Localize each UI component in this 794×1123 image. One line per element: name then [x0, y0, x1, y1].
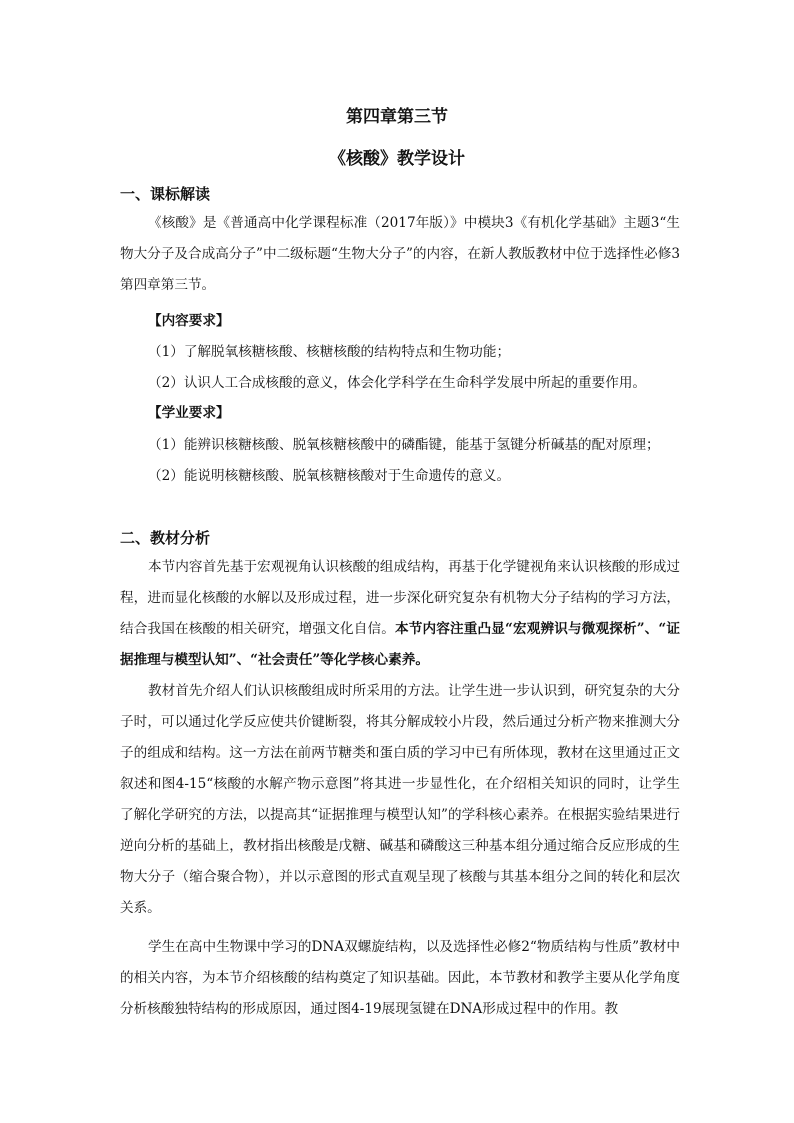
study-requirements-label: 【学业要求】: [148, 405, 230, 421]
study-requirement-item: （1）能辨识核糖核酸、脱氧核糖核酸中的磷酯键，能基于氢键分析碱基的配对原理；: [148, 437, 660, 453]
content-requirement-item: （2）认识人工合成核酸的意义，体会化学科学在生命科学发展中所起的重要作用。: [148, 375, 647, 391]
paragraph-text: 本节内容首先基于宏观视角认识核酸的组成结构，再基于化学键视角来认识核酸的形成过程，进而显化核酸的水解以及形成过程，进一步深化研究复杂有机物大分子结构的学习方法，结合我国在核酸的相关研究，增强文化自信。: [120, 559, 680, 637]
chapter-heading: 第四章第三节: [346, 107, 448, 127]
section1-intro-paragraph: 《核酸》是《普通高中化学课程标准（2017年版）》中模块3《有机化学基础》主题3“生物大分子及合成高分子”中二级标题“生物大分子”的内容，在新人教版教材中位于选择性必修3第四章第三节。: [120, 215, 680, 293]
section2-heading: 二、教材分析: [120, 529, 211, 547]
study-requirement-item: （2）能说明核糖核酸、脱氧核糖核酸对于生命遗传的意义。: [148, 468, 511, 484]
document-title: 《核酸》教学设计: [329, 149, 465, 169]
section2-paragraph-3: 学生在高中生物课中学习的DNA双螺旋结构，以及选择性必修2“物质结构与性质”教材中的相关内容，为本节介绍核酸的结构奠定了知识基础。因此，本节教材和教学主要从化学角度分析核酸独特结构的形成原因，通过图4-19展现氢键在DNA形成过程中的作用。教: [120, 939, 680, 1017]
section2-paragraph-2: 教材首先介绍人们认识核酸组成时所采用的方法。让学生进一步认识到，研究复杂的大分子时，可以通过化学反应使共价键断裂，将其分解成较小片段，然后通过分析产物来推测大分子的组成和结构。这一方法在前两节糖类和蛋白质的学习中已有所体现，教材在这里通过正文叙述和图4-15“核酸的水解产物示意图”将其进一步显性化，在介绍相关知识的同时，让学生了解化学研究的方法，以提高其“证据推理与模型认知”的学科核心素养。在根据实验结果进行逆向分析的基础上，教材指出核酸是戊糖、碱基和磷酸这三种基本组分通过缩合反应形成的生物大分子（缩合聚合物），并以示意图的形式直观呈现了核酸与其基本组分之间的转化和层次关系。: [120, 683, 680, 916]
content-requirement-item: （1）了解脱氧核糖核酸、核糖核酸的结构特点和生物功能；: [148, 344, 511, 360]
content-requirements-label: 【内容要求】: [148, 313, 230, 329]
section1-heading: 一、课标解读: [120, 185, 211, 203]
section2-paragraph-1: [120, 552, 680, 676]
emphasis-text: 本节内容注重凸显“宏观辨识与微观探析”、“证据推理与模型认知”、“社会责任”等化学核心素养。: [120, 621, 680, 668]
